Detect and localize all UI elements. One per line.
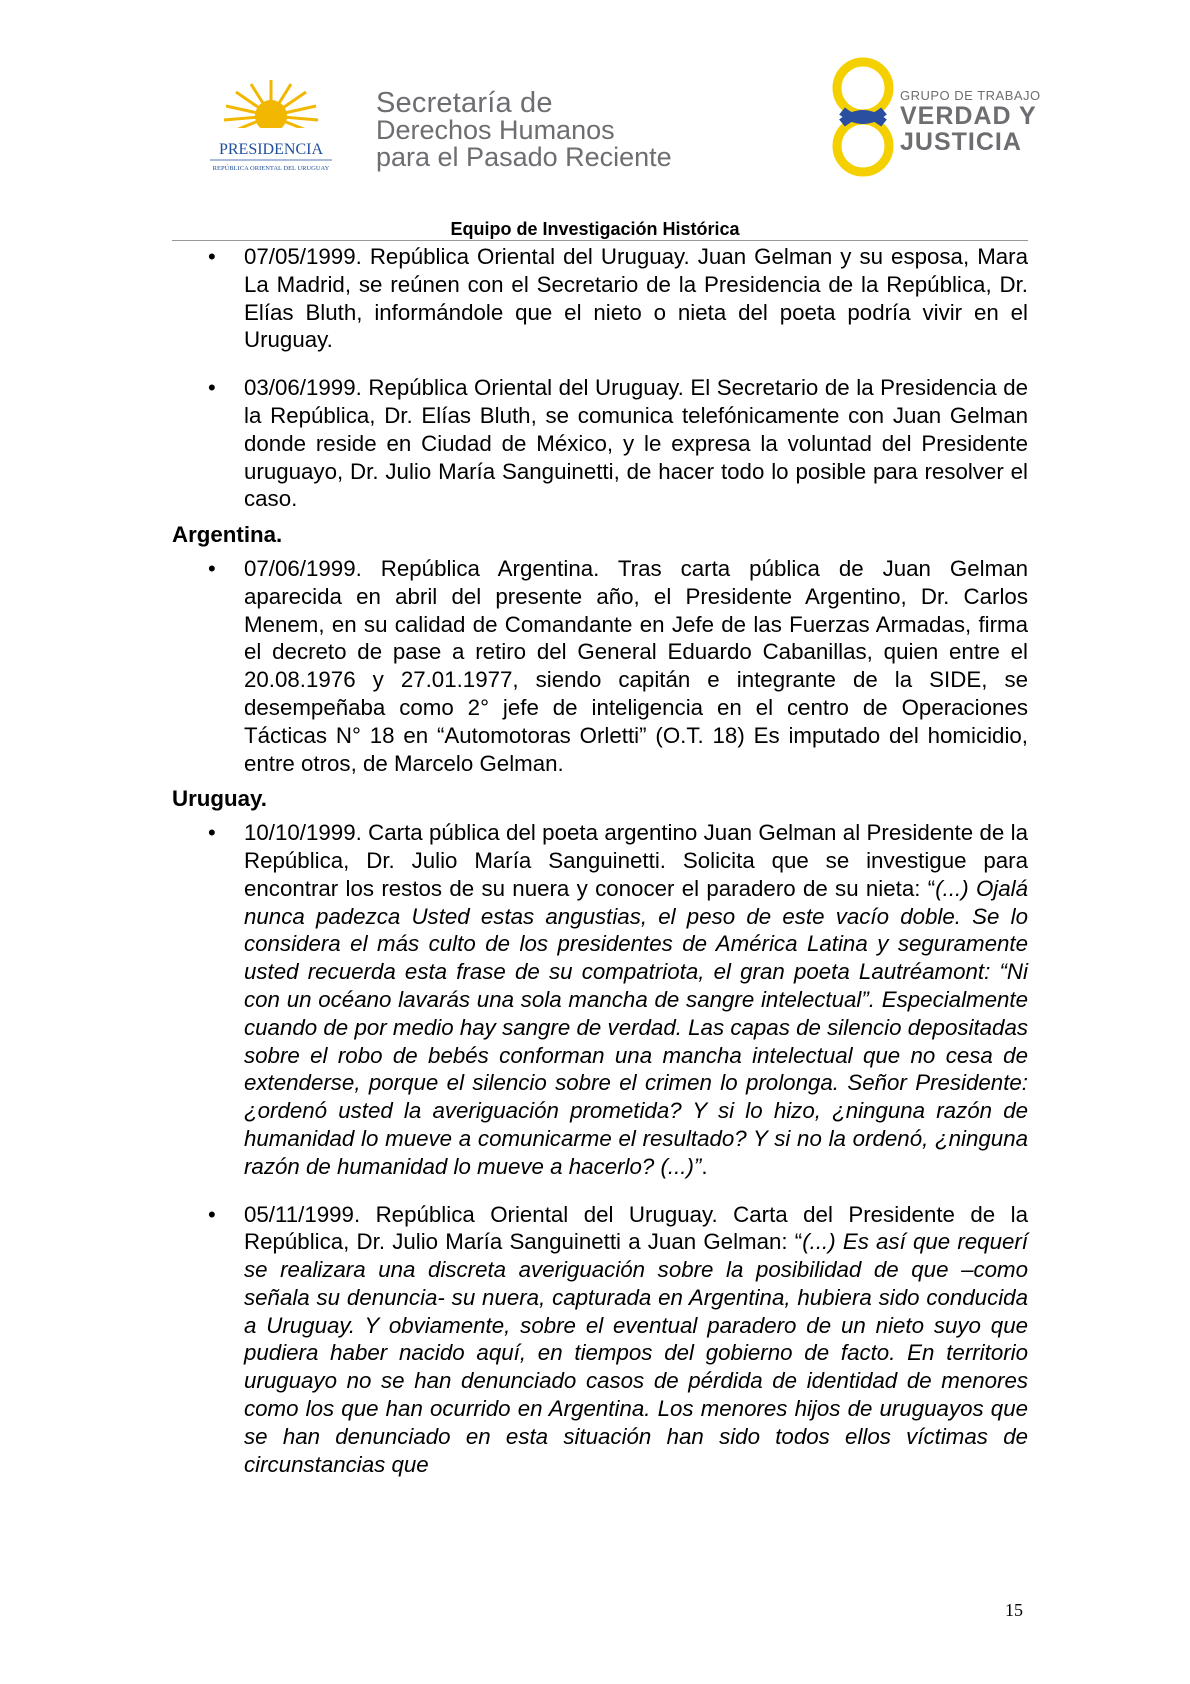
bullet-icon: • (208, 820, 216, 846)
item-text: 03/06/1999. República Oriental del Uruguay. El Secretario de la Presidencia de la República, Dr. Elías Bluth, se comunica telefónicamente con Juan Gelman donde reside en Ciudad de México, y le expresa la voluntad del Presidente uruguayo, Dr. Julio María Sanguinetti, de hacer todo lo posible para resolver el caso. (244, 375, 1028, 512)
list-item (172, 819, 1028, 1180)
item-text: 07/05/1999. República Oriental del Uruguay. Juan Gelman y su esposa, Mara La Madrid, se reúnen con el Secretario de la Presidencia de la República, Dr. Elías Bluth, informándole que el nieto o nieta del poeta podría vivir en el Uruguay. (244, 244, 1028, 353)
bullet-icon: • (208, 1201, 216, 1227)
header-divider (172, 240, 1028, 241)
bullet-icon: • (208, 244, 216, 269)
bullet-icon: • (208, 375, 216, 401)
quoted-letter-text: (...) Ojalá nunca padezca Usted estas angustias, el peso de este vacío doble. Se lo considera el más culto de los presidentes de América Latina y seguramente usted recuerda esta frase de su compatriota, el gran poeta Lautréamont: “Ni con un océano lavarás una sola mancha de sangre intelectual”. Especialmente cuando de por medio hay sangre de verdad. Las capas de silencio depositadas sobre el robo de bebés conforman una mancha intelectual que no cesa de extenderse, porque el silencio sobre el crimen lo prolonga. Señor Presidente: ¿ordenó usted la averiguación prometida? Y si lo hizo, ¿ninguna razón de humanidad lo mueve a comunicarme el resultado? Y si no la ordenó, ¿ninguna razón de humanidad lo mueve a hacerlo? (...)” (244, 875, 1028, 1179)
item-text: 10/10/1999. Carta pública del poeta argentino Juan Gelman al Presidente de la República, Dr. Julio María Sanguinetti. Solicita que se investigue para encontrar los restos de su nuera y conocer el paradero de su nieta: “ (244, 820, 1028, 901)
document-body (172, 243, 1028, 1478)
presidencia-logo (196, 78, 346, 178)
item-text: 07/06/1999. República Argentina. Tras carta pública de Juan Gelman aparecida en abril del presente año, el Presidente Argentino, Dr. Carlos Menem, en su calidad de Comandante en Jefe de las Fuerzas Armadas, firma el decreto de pase a retiro del General Eduardo Cabanillas, quien entre el 20.08.1976 y 27.01.1977, siendo capitán e integrante de la SIDE, se desempeñaba como 2° jefe de inteligencia en el centro de Operaciones Tácticas N° 18 en “Automotoras Orletti” (O.T. 18) Es imputado del homicidio, entre otros, de Marcelo Gelman. (244, 555, 1028, 776)
section-heading-argentina: Argentina. (172, 522, 283, 548)
item-text: 05/11/1999. República Oriental del Uruguay. Carta del Presidente de la República, Dr. Julio María Sanguinetti a Juan Gelman: “ (244, 1201, 1028, 1255)
secretaria-line-2: Derechos Humanos (376, 115, 615, 145)
bullet-icon: • (208, 555, 216, 581)
secretaria-line-3: para el Pasado Reciente (376, 142, 672, 172)
team-title: Equipo de Investigación Histórica (450, 219, 740, 239)
presidencia-name: PRESIDENCIA (218, 141, 324, 158)
secretaria-name (376, 87, 672, 172)
list-item (172, 243, 1028, 354)
page-number: 15 (1005, 1600, 1023, 1620)
grupo-line-2: VERDAD Y (900, 102, 1037, 130)
sun-icon (216, 80, 326, 138)
secretaria-line-1: Secretaría de (376, 87, 553, 119)
grupo-line-1: GRUPO DE TRABAJO (900, 88, 1041, 103)
list-item (172, 555, 1028, 777)
verdad-justicia-logo-icon (822, 56, 904, 180)
list-item (172, 374, 1028, 513)
grupo-trabajo-name (900, 88, 1041, 155)
quoted-letter-text: (...) Es así que requerí se realizara una discreta averiguación sobre la posibilidad de que –como señala su denuncia- su nuera, capturada en Argentina, hubiera sido conducida a Uruguay. Y obviamente, sobre el eventual paradero de un nieto suyo que pudiera haber nacido aquí, en tiempos del gobierno de facto. En territorio uruguayo no se han denunciado casos de pérdida de identidad de menores como los que han ocurrido en Argentina. Los menores hijos de uruguayos que se han denunciado en esta situación han sido todos ellos víctimas de circunstancias que (244, 1229, 1028, 1477)
presidencia-subtitle: REPÚBLICA ORIENTAL DEL URUGUAY (212, 165, 330, 172)
section-heading-uruguay: Uruguay. (172, 786, 267, 812)
item-text-end: . (701, 1153, 708, 1179)
grupo-line-3: JUSTICIA (900, 128, 1022, 156)
list-item (172, 1201, 1028, 1479)
